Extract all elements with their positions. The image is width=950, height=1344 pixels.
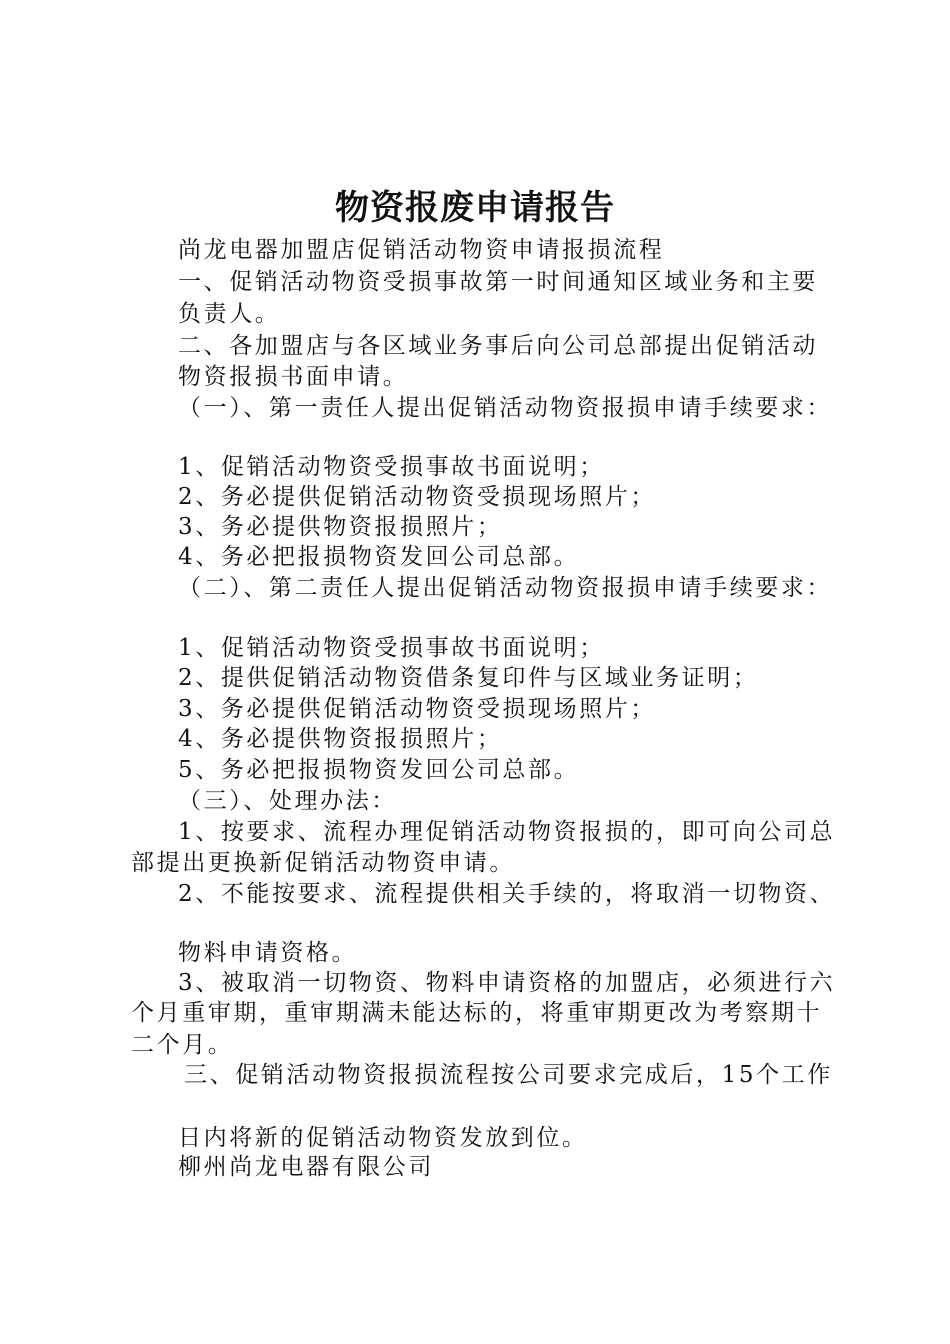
list-item: 4、务必把报损物资发回公司总部。 [178, 544, 580, 570]
paragraph-line: 2、不能按要求、流程提供相关手续的，将取消一切物资、 [178, 881, 836, 907]
list-item: 1、促销活动物资受损事故书面说明； [178, 635, 605, 661]
paragraph-line: 日内将新的促销活动物资发放到位。 [178, 1125, 588, 1151]
document-title: 物资报废申请报告 [335, 188, 615, 228]
company-signature: 柳州尚龙电器有限公司 [178, 1154, 434, 1180]
paragraph-line: 物资报损书面申请。 [178, 364, 409, 390]
section-heading: （二）、第二责任人提出促销活动物资报损申请手续要求： [178, 575, 833, 601]
list-item: 4、务必提供物资报损照片； [178, 726, 503, 752]
list-item: 2、提供促销活动物资借条复印件与区域业务证明； [178, 665, 759, 691]
section-heading: （三）、处理办法： [178, 788, 397, 814]
list-item: 1、促销活动物资受损事故书面说明； [178, 454, 605, 480]
paragraph-line: 三、促销活动物资报损流程按公司要求完成后，15个工作 [184, 1062, 833, 1088]
paragraph-line: 一、促销活动物资受损事故第一时间通知区域业务和主要 [178, 269, 818, 295]
paragraph-line: 二个月。 [131, 1032, 234, 1058]
list-item: 2、务必提供促销活动物资受损现场照片； [178, 484, 657, 510]
list-item: 3、务必提供物资报损照片； [178, 514, 503, 540]
paragraph-line: 个月重审期，重审期满未能达标的，将重审期更改为考察期十 [131, 1000, 823, 1026]
section-heading: （一）、第一责任人提出促销活动物资报损申请手续要求： [178, 395, 833, 421]
paragraph-line: 负责人。 [178, 301, 281, 327]
list-item: 3、务必提供促销活动物资受损现场照片； [178, 696, 657, 722]
paragraph-line: 尚龙电器加盟店促销活动物资申请报损流程 [178, 237, 665, 263]
paragraph-line: 二、各加盟店与各区域业务事后向公司总部提出促销活动 [178, 333, 818, 359]
paragraph-line: 部提出更换新促销活动物资申请。 [131, 850, 515, 876]
paragraph-line: 3、被取消一切物资、物料申请资格的加盟店，必须进行六 [178, 970, 836, 996]
list-item: 5、务必把报损物资发回公司总部。 [178, 757, 580, 783]
paragraph-line: 1、按要求、流程办理促销活动物资报损的，即可向公司总 [178, 819, 836, 845]
paragraph-line: 物料申请资格。 [178, 940, 358, 966]
